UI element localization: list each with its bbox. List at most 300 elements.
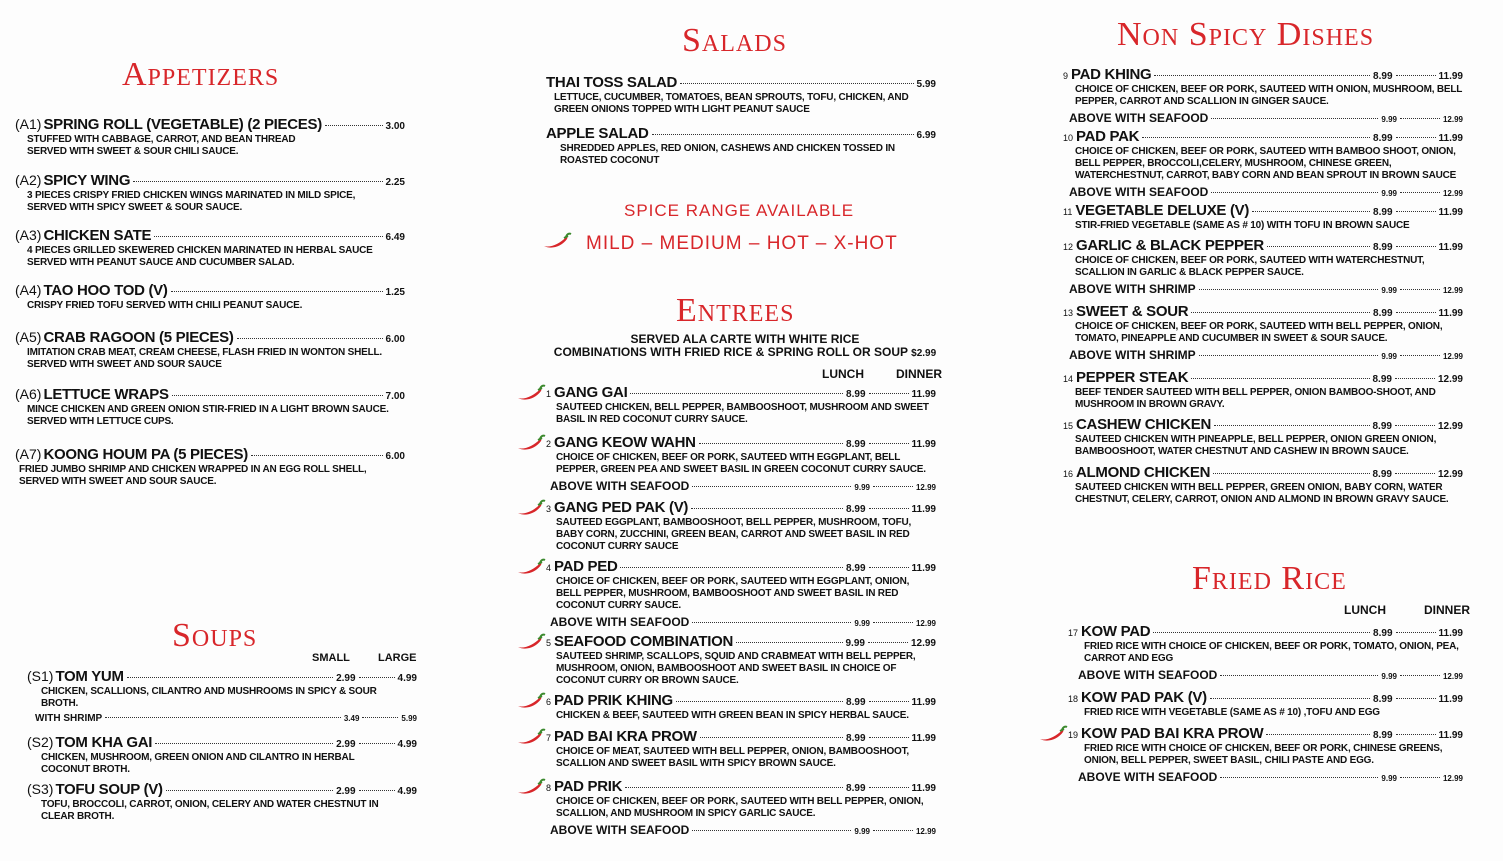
menu-item xyxy=(1063,128,1463,199)
sub-price-large: 5.99 xyxy=(401,714,417,723)
item-name: APPLE SALAD xyxy=(546,125,649,142)
leader-dots xyxy=(1266,734,1370,735)
item-price-dinner: 11.99 xyxy=(1438,308,1463,319)
item-name: TOM KHA GAI xyxy=(55,734,153,751)
item-name: GANG GAI xyxy=(554,384,628,401)
item-price-lunch: 8.99 xyxy=(846,504,866,515)
leader-dots xyxy=(700,737,843,738)
item-name: KOONG HOUM PA (5 PIECES) xyxy=(43,446,248,463)
item-price-small: 2.99 xyxy=(336,673,356,684)
item-price-lunch: 8.99 xyxy=(846,783,866,794)
item-price-lunch: 9.99 xyxy=(845,638,865,649)
leader-dots xyxy=(736,642,842,643)
sub-option xyxy=(1069,111,1463,125)
item-name: LETTUCE WRAPS xyxy=(43,386,169,403)
item-code: (A2) xyxy=(15,172,42,188)
item-price-lunch: 8.99 xyxy=(846,439,866,450)
menu-item xyxy=(1063,66,1463,125)
menu-item xyxy=(1068,725,1463,784)
item-name: GANG PED PAK (V) xyxy=(554,499,689,516)
leader-dots xyxy=(1142,137,1370,138)
item-price-small: 2.99 xyxy=(336,739,356,750)
leader-dots xyxy=(362,717,398,718)
leader-dots xyxy=(868,642,908,643)
small-column-header: SMALL xyxy=(312,652,350,664)
leader-dots xyxy=(1396,698,1436,699)
item-name: PAD PED xyxy=(554,558,618,575)
right-panel xyxy=(1040,0,1500,861)
item-price: 6.00 xyxy=(385,334,405,345)
item-price-dinner: 11.99 xyxy=(1438,628,1463,639)
leader-dots xyxy=(1396,312,1436,313)
menu-item xyxy=(1063,369,1463,411)
entrees-note xyxy=(540,333,950,360)
item-price-lunch: 8.99 xyxy=(1373,308,1393,319)
leader-dots xyxy=(1199,355,1379,356)
leader-dots xyxy=(869,737,909,738)
menu-item xyxy=(546,384,936,426)
item-price-lunch: 8.99 xyxy=(846,733,866,744)
item-price: 7.00 xyxy=(385,391,405,402)
salads-heading: Salads xyxy=(682,22,787,59)
leader-dots xyxy=(1252,211,1370,212)
item-number: 8 xyxy=(546,783,552,793)
sub-label: WITH SHRIMP xyxy=(35,713,103,724)
item-price-dinner: 12.99 xyxy=(1437,469,1463,480)
item-number: 17 xyxy=(1068,628,1079,638)
leader-dots xyxy=(676,701,843,702)
left-panel xyxy=(0,0,440,861)
item-number: 1 xyxy=(546,389,552,399)
item-price-lunch: 8.99 xyxy=(1373,133,1393,144)
sub-price-lunch: 9.99 xyxy=(854,619,870,628)
sub-option xyxy=(550,615,936,629)
item-price-lunch: 8.99 xyxy=(1373,628,1393,639)
sub-label: ABOVE WITH SHRIMP xyxy=(1069,348,1196,362)
leader-dots xyxy=(869,567,909,568)
chili-pepper-icon xyxy=(516,434,546,452)
item-name: CHICKEN SATE xyxy=(43,227,152,244)
sub-price-dinner: 12.99 xyxy=(915,619,936,628)
item-description: STIR-FRIED VEGETABLE (SAME AS # 10) WITH TOFU IN BROWN SAUCE xyxy=(1075,220,1410,231)
sub-price-lunch: 9.99 xyxy=(1381,286,1397,295)
sub-price-small: 3.49 xyxy=(343,714,360,723)
sub-price-lunch: 9.99 xyxy=(1381,672,1397,681)
sub-option xyxy=(550,479,936,493)
item-price: 3.00 xyxy=(385,121,405,132)
item-description: FRIED RICE WITH VEGETABLE (SAME AS # 10) ,TOFU AND EGG xyxy=(1084,707,1380,718)
item-number: 4 xyxy=(546,563,552,573)
middle-panel xyxy=(500,0,980,861)
chili-pepper-icon xyxy=(516,384,546,402)
entrees-note-line-2: COMBINATIONS WITH FRIED RICE & SPRING ROLL OR SOUP xyxy=(553,345,908,359)
item-price-dinner: 11.99 xyxy=(1438,71,1463,82)
item-name: KOW PAD BAI KRA PROW xyxy=(1081,725,1264,742)
entrees-note-line-1: SERVED ALA CARTE WITH WHITE RICE xyxy=(630,332,860,346)
sub-price-lunch: 9.99 xyxy=(854,827,870,836)
leader-dots xyxy=(1396,137,1436,138)
item-description: MINCE CHICKEN AND GREEN ONION STIR-FRIED IN A LIGHT BROWN SAUCE. SERVED WITH LETTUCE CUPS. xyxy=(27,404,389,427)
item-name: CASHEW CHICKEN xyxy=(1076,416,1211,433)
item-number: 10 xyxy=(1063,133,1074,143)
leader-dots xyxy=(620,567,843,568)
menu-item xyxy=(27,734,417,776)
item-name: KOW PAD PAK (V) xyxy=(1081,689,1207,706)
leader-dots xyxy=(1400,355,1440,356)
leader-dots xyxy=(1396,75,1436,76)
item-price-large: 4.99 xyxy=(397,786,417,797)
leader-dots xyxy=(166,790,333,791)
leader-dots xyxy=(105,717,341,718)
leader-dots xyxy=(154,236,382,237)
menu-item xyxy=(27,781,417,823)
item-price-large: 4.99 xyxy=(397,739,417,750)
sub-price-dinner: 12.99 xyxy=(1442,115,1463,124)
leader-dots xyxy=(359,790,395,791)
item-number: 15 xyxy=(1063,421,1074,431)
item-price-lunch: 8.99 xyxy=(846,389,866,400)
item-description: CHOICE OF CHICKEN, BEEF OR PORK, SAUTEED WITH BAMBOO SHOOT, ONION, BELL PEPPER, BROCCOLI,CELERY, MUSHROOM, CHINESE GREEN, WATERCHESTNUT, CARROT, BABY CORN AND BEAN SPROUT IN BROWN SAUCE xyxy=(1075,146,1457,181)
item-name: SPICY WING xyxy=(43,172,131,189)
item-price-dinner: 11.99 xyxy=(1438,242,1463,253)
sub-price-lunch: 9.99 xyxy=(854,483,870,492)
chili-pepper-icon xyxy=(516,558,546,576)
menu-item xyxy=(15,116,405,158)
sub-option xyxy=(1069,282,1463,296)
item-price: 6.00 xyxy=(385,451,405,462)
item-description: CHOICE OF CHICKEN, BEEF OR PORK, SAUTEED WITH WATERCHESTNUT, SCALLION IN GARLIC & BLACK PEPPER SAUCE. xyxy=(1075,255,1425,278)
item-description: FRIED RICE WITH CHOICE OF CHICKEN, BEEF OR PORK, TOMATO, ONION, PEA, CARROT AND EGG xyxy=(1084,641,1459,664)
leader-dots xyxy=(1191,378,1369,379)
appetizers-heading: Appetizers xyxy=(122,56,280,93)
leader-dots xyxy=(691,508,843,509)
item-name: CRAB RAGOON (5 PIECES) xyxy=(43,329,234,346)
item-number: 2 xyxy=(546,439,552,449)
item-price-dinner: 11.99 xyxy=(1438,730,1463,741)
leader-dots xyxy=(873,622,913,623)
item-price-lunch: 8.99 xyxy=(1373,242,1393,253)
leader-dots xyxy=(1153,632,1370,633)
leader-dots xyxy=(692,486,851,487)
item-code: (A5) xyxy=(15,329,42,345)
sub-label: ABOVE WITH SEAFOOD xyxy=(550,823,690,837)
item-price-dinner: 11.99 xyxy=(1438,207,1463,218)
sub-price-dinner: 12.99 xyxy=(915,827,936,836)
item-name: SPRING ROLL (VEGETABLE) (2 PIECES) xyxy=(43,116,322,133)
item-price-dinner: 11.99 xyxy=(911,733,936,744)
sub-price-lunch: 9.99 xyxy=(1381,189,1397,198)
sub-option xyxy=(35,713,417,724)
item-price-dinner: 11.99 xyxy=(911,389,936,400)
item-number: 13 xyxy=(1063,308,1074,318)
item-code: (S3) xyxy=(27,781,54,797)
leader-dots xyxy=(1396,246,1436,247)
leader-dots xyxy=(172,395,383,396)
item-code: (S2) xyxy=(27,734,54,750)
item-code: (S1) xyxy=(27,668,54,684)
dinner-column-header: DINNER xyxy=(1424,603,1471,617)
leader-dots xyxy=(1400,118,1440,119)
leader-dots xyxy=(155,743,333,744)
leader-dots xyxy=(325,125,383,126)
item-price-lunch: 8.99 xyxy=(1372,469,1392,480)
item-name: PEPPER STEAK xyxy=(1076,369,1189,386)
item-number: 5 xyxy=(546,638,552,648)
sub-price-lunch: 9.99 xyxy=(1381,352,1397,361)
item-name: VEGETABLE DELUXE (V) xyxy=(1075,202,1250,219)
item-number: 6 xyxy=(546,697,552,707)
menu-item xyxy=(15,227,405,269)
menu-item xyxy=(15,446,405,488)
menu-item xyxy=(546,74,936,116)
item-price-dinner: 11.99 xyxy=(911,697,936,708)
item-description: CHOICE OF CHICKEN, BEEF OR PORK, SAUTEED WITH EGGPLANT, ONION, BELL PEPPER, MUSHROOM, BAMBOOSHOOT AND SWEET BASIL IN RED COCONUT CURRY SAUCE. xyxy=(556,576,910,611)
item-number: 3 xyxy=(546,504,552,514)
chili-pepper-icon xyxy=(516,499,546,517)
item-description: CHOICE OF MEAT, SAUTEED WITH BELL PEPPER, ONION, BAMBOOSHOOT, SCALLION AND SWEET BASIL WITH SPICY BROWN SAUCE. xyxy=(556,746,910,769)
leader-dots xyxy=(873,486,913,487)
item-description: CRISPY FRIED TOFU SERVED WITH CHILI PEANUT SAUCE. xyxy=(27,300,303,311)
leader-dots xyxy=(171,291,383,292)
entrees-heading: Entrees xyxy=(676,292,795,329)
item-description: TOFU, BROCCOLI, CARROT, ONION, CELERY AND WATER CHESTNUT IN CLEAR BROTH. xyxy=(41,799,379,822)
sub-option xyxy=(550,823,936,837)
item-description: STUFFED WITH CABBAGE, CARROT, AND BEAN THREAD SERVED WITH SWEET & SOUR CHILI SAUCE. xyxy=(27,134,296,157)
leader-dots xyxy=(692,830,851,831)
menu-item xyxy=(546,434,936,493)
leader-dots xyxy=(1211,192,1378,193)
item-number: 12 xyxy=(1063,242,1074,252)
item-name: ALMOND CHICKEN xyxy=(1076,464,1211,481)
item-price-dinner: 11.99 xyxy=(911,504,936,515)
item-price-lunch: 8.99 xyxy=(846,697,866,708)
item-number: 7 xyxy=(546,733,552,743)
item-price-lunch: 8.99 xyxy=(1373,730,1393,741)
item-description: FRIED RICE WITH CHOICE OF CHICKEN, BEEF OR PORK, CHINESE GREENS, ONION, BELL PEPPER, SWEET BASIL, CHILI PASTE AND EGG. xyxy=(1084,743,1443,766)
item-name: KOW PAD xyxy=(1081,623,1151,640)
menu-item xyxy=(1063,237,1463,296)
leader-dots xyxy=(1220,675,1378,676)
leader-dots xyxy=(237,338,383,339)
sub-label: ABOVE WITH SEAFOOD xyxy=(1069,111,1209,125)
menu-item xyxy=(1068,689,1463,719)
leader-dots xyxy=(869,393,909,394)
item-name: PAD BAI KRA PROW xyxy=(554,728,697,745)
item-description: SHREDDED APPLES, RED ONION, CASHEWS AND CHICKEN TOSSED IN ROASTED COCONUT xyxy=(560,143,895,166)
item-name: GANG KEOW WAHN xyxy=(554,434,696,451)
leader-dots xyxy=(251,455,383,456)
item-price: 6.49 xyxy=(385,232,405,243)
sub-label: ABOVE WITH SHRIMP xyxy=(1069,282,1196,296)
non-spicy-heading: Non Spicy Dishes xyxy=(1117,16,1375,53)
item-name: PAD PRIK KHING xyxy=(554,692,673,709)
menu-item xyxy=(1063,416,1463,458)
item-code: (A4) xyxy=(15,282,42,298)
item-code: (A7) xyxy=(15,446,42,462)
item-price: 5.99 xyxy=(916,79,936,90)
menu-item xyxy=(1068,623,1463,682)
sub-price-dinner: 12.99 xyxy=(1442,774,1463,783)
item-number: 9 xyxy=(1063,71,1069,81)
item-price-dinner: 12.99 xyxy=(1437,374,1463,385)
leader-dots xyxy=(699,443,843,444)
leader-dots xyxy=(869,787,909,788)
chili-pepper-icon xyxy=(516,778,546,796)
chili-pepper-icon xyxy=(516,728,546,746)
item-price-lunch: 8.99 xyxy=(1373,71,1393,82)
item-name: PAD PRIK xyxy=(554,778,623,795)
item-price-dinner: 11.99 xyxy=(1438,133,1463,144)
leader-dots xyxy=(1395,473,1435,474)
chili-pepper-icon xyxy=(516,633,546,651)
item-number: 14 xyxy=(1063,374,1074,384)
item-price-dinner: 12.99 xyxy=(910,638,936,649)
item-price: 6.99 xyxy=(916,130,936,141)
leader-dots xyxy=(1213,473,1369,474)
leader-dots xyxy=(1396,211,1436,212)
leader-dots xyxy=(1400,289,1440,290)
fried-rice-heading: Fried Rice xyxy=(1192,560,1347,597)
menu-item xyxy=(546,728,936,770)
item-code: (A3) xyxy=(15,227,42,243)
leader-dots xyxy=(873,830,913,831)
item-description: IMITATION CRAB MEAT, CREAM CHEESE, FLASH FRIED IN WONTON SHELL. SERVED WITH SWEET AND SOUR SAUCE xyxy=(27,347,382,370)
item-number: 18 xyxy=(1068,694,1079,704)
item-description: CHICKEN & BEEF, SAUTEED WITH GREEN BEAN IN SPICY HERBAL SAUCE. xyxy=(556,710,909,721)
menu-item xyxy=(1063,202,1463,232)
leader-dots xyxy=(1211,118,1378,119)
item-number: 19 xyxy=(1068,730,1079,740)
item-name: TOFU SOUP (V) xyxy=(55,781,163,798)
item-description: SAUTEED SHRIMP, SCALLOPS, SQUID AND CRABMEAT WITH BELL PEPPER, MUSHROOM, ONION, BAMBOOSHOOT AND SWEET BASIL IN CHOICE OF COCONUT CURRY OR BROWN SAUCE. xyxy=(556,651,916,686)
item-price-dinner: 11.99 xyxy=(911,563,936,574)
leader-dots xyxy=(1400,675,1440,676)
leader-dots xyxy=(359,743,395,744)
item-name: SEAFOOD COMBINATION xyxy=(554,633,734,650)
leader-dots xyxy=(1199,289,1379,290)
menu-item xyxy=(27,668,417,724)
sub-label: ABOVE WITH SEAFOOD xyxy=(1078,770,1218,784)
sub-option xyxy=(1069,348,1463,362)
item-price-dinner: 11.99 xyxy=(911,439,936,450)
menu-item xyxy=(1063,303,1463,362)
leader-dots xyxy=(1395,425,1435,426)
sub-label: ABOVE WITH SEAFOOD xyxy=(1078,668,1218,682)
sub-option xyxy=(1078,770,1463,784)
sub-price-dinner: 12.99 xyxy=(1442,672,1463,681)
item-description: CHICKEN, SCALLIONS, CILANTRO AND MUSHROOMS IN SPICY & SOUR BROTH. xyxy=(41,686,377,709)
lunch-column-header: LUNCH xyxy=(822,367,864,381)
leader-dots xyxy=(133,181,382,182)
leader-dots xyxy=(1396,632,1436,633)
item-code: (A1) xyxy=(15,116,42,132)
leader-dots xyxy=(1396,734,1436,735)
item-name: PAD PAK xyxy=(1076,128,1140,145)
item-name: SWEET & SOUR xyxy=(1076,303,1189,320)
item-description: CHOICE OF CHICKEN, BEEF OR PORK, SAUTEED WITH EGGPLANT, BELL PEPPER, GREEN PEA AND SWEET BASIL IN GREEN COCONUT CURRY SAUCE. xyxy=(556,452,926,475)
leader-dots xyxy=(1400,777,1440,778)
sub-label: ABOVE WITH SEAFOOD xyxy=(550,615,690,629)
leader-dots xyxy=(1214,425,1370,426)
item-description: SAUTEED CHICKEN, BELL PEPPER, BAMBOOSHOOT, MUSHROOM AND SWEET BASIL IN RED COCONUT CURRY SAUCE. xyxy=(556,402,929,425)
leader-dots xyxy=(630,393,843,394)
sub-price-dinner: 12.99 xyxy=(1442,189,1463,198)
leader-dots xyxy=(652,134,914,135)
item-price-large: 4.99 xyxy=(397,673,417,684)
menu-item xyxy=(546,692,936,722)
item-price-small: 2.99 xyxy=(336,786,356,797)
menu-item xyxy=(15,172,405,214)
leader-dots xyxy=(869,443,909,444)
item-description: SAUTEED EGGPLANT, BAMBOOSHOOT, BELL PEPPER, MUSHROOM, TOFU, BABY CORN, ZUCCHINI, GREEN BEAN, CARROT AND SWEET BASIL IN RED COCONUT CURRY SAUCE xyxy=(556,517,912,552)
item-name: TOM YUM xyxy=(55,668,124,685)
item-price-lunch: 8.99 xyxy=(1373,207,1393,218)
item-price-lunch: 8.99 xyxy=(1372,374,1392,385)
chili-pepper-icon xyxy=(1038,725,1068,743)
menu-item xyxy=(546,499,936,553)
sub-label: ABOVE WITH SEAFOOD xyxy=(1069,185,1209,199)
item-price: 2.25 xyxy=(385,177,405,188)
item-description: CHOICE OF CHICKEN, BEEF OR PORK, SAUTEED WITH BELL PEPPER, ONION, SCALLION, AND MUSHROOM IN SPICY GARLIC SAUCE. xyxy=(556,796,924,819)
large-column-header: LARGE xyxy=(378,652,417,664)
menu-item xyxy=(546,125,936,167)
sub-option xyxy=(1069,185,1463,199)
item-description: FRIED JUMBO SHRIMP AND CHICKEN WRAPPED IN AN EGG ROLL SHELL, SERVED WITH SWEET AND SOUR SAUCE. xyxy=(19,464,367,487)
sub-price-dinner: 12.99 xyxy=(915,483,936,492)
sub-label: ABOVE WITH SEAFOOD xyxy=(550,479,690,493)
leader-dots xyxy=(1220,777,1378,778)
leader-dots xyxy=(1267,246,1370,247)
combo-price: $2.99 xyxy=(911,348,937,359)
lunch-column-header: LUNCH xyxy=(1344,603,1386,617)
item-price: 1.25 xyxy=(385,287,405,298)
item-price-dinner: 11.99 xyxy=(911,783,936,794)
leader-dots xyxy=(869,508,909,509)
item-number: 11 xyxy=(1063,207,1073,217)
menu-item xyxy=(15,282,405,312)
item-description: CHOICE OF CHICKEN, BEEF OR PORK, SAUTEED WITH BELL PEPPER, ONION, TOMATO, PINEAPPLE AND CUCUMBER IN SWEET & SOUR SAUCE. xyxy=(1075,321,1443,344)
spice-levels: MILD – MEDIUM – HOT – X-HOT xyxy=(586,233,898,254)
item-name: PAD KHING xyxy=(1071,66,1152,83)
leader-dots xyxy=(692,622,851,623)
item-name: GARLIC & BLACK PEPPER xyxy=(1076,237,1264,254)
item-description: 4 PIECES GRILLED SKEWERED CHICKEN MARINATED IN HERBAL SAUCE SERVED WITH PEANUT SAUCE AND CUCUMBER SALAD. xyxy=(27,245,373,268)
chili-pepper-icon xyxy=(542,232,572,250)
item-code: (A6) xyxy=(15,386,42,402)
item-description: LETTUCE, CUCUMBER, TOMATOES, BEAN SPROUTS, TOFU, CHICKEN, AND GREEN ONIONS TOPPED WITH LIGHT PEANUT SAUCE xyxy=(554,92,909,115)
soups-heading: Soups xyxy=(172,617,258,654)
sub-price-lunch: 9.99 xyxy=(1381,774,1397,783)
item-description: 3 PIECES CRISPY FRIED CHICKEN WINGS MARINATED IN MILD SPICE, SERVED WITH SPICY SWEET & SOUR SAUCE. xyxy=(27,190,356,213)
menu-item xyxy=(15,329,405,371)
item-description: CHOICE OF CHICKEN, BEEF OR PORK, SAUTEED WITH ONION, MUSHROOM, BELL PEPPER, CARROT AND SCALLION IN GINGER SAUCE. xyxy=(1075,84,1462,107)
sub-option xyxy=(1078,668,1463,682)
item-price-lunch: 8.99 xyxy=(846,563,866,574)
sub-price-dinner: 12.99 xyxy=(1442,352,1463,361)
menu-item xyxy=(546,633,936,687)
leader-dots xyxy=(869,701,909,702)
item-name: THAI TOSS SALAD xyxy=(546,74,678,91)
item-number: 16 xyxy=(1063,469,1074,479)
menu-item xyxy=(15,386,405,428)
item-description: CHICKEN, MUSHROOM, GREEN ONION AND CILANTRO IN HERBAL COCONUT BROTH. xyxy=(41,752,355,775)
leader-dots xyxy=(1400,192,1440,193)
item-name: TAO HOO TOD (V) xyxy=(43,282,168,299)
item-price-lunch: 8.99 xyxy=(1373,694,1393,705)
spice-range-title: SPICE RANGE AVAILABLE xyxy=(624,201,855,220)
item-price-dinner: 11.99 xyxy=(1438,694,1463,705)
sub-price-lunch: 9.99 xyxy=(1381,115,1397,124)
